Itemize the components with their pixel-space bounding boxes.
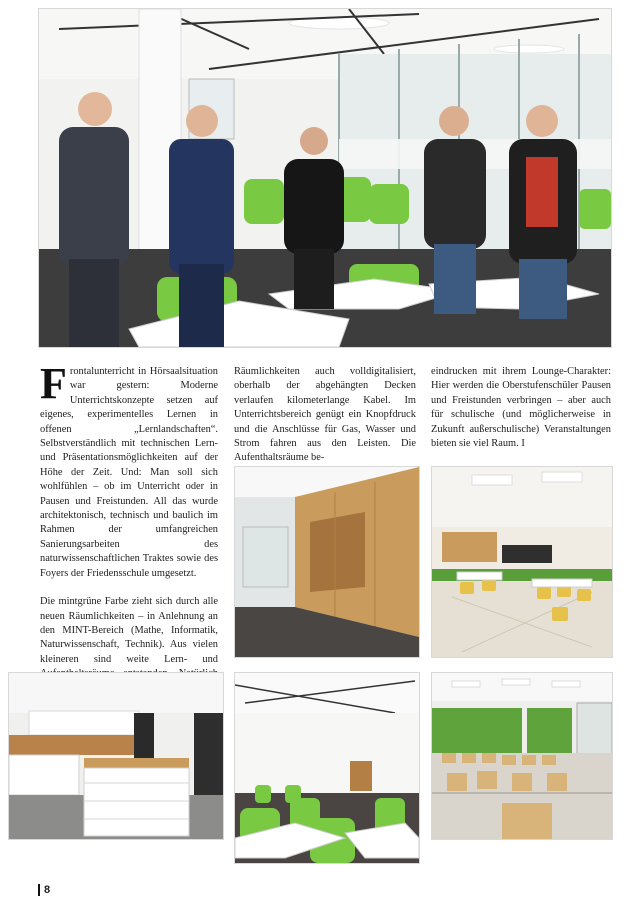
article-column-2 (234, 365, 416, 466)
article-column-3 (431, 365, 611, 451)
article-paragraph-lounge: eindrucken mit ihrem Lounge-Charakter: Hier werden die Oberstufenschüler Pausen und Freistunden verbringen – aber auch für schulische (und möglicherweise in Zukunft außerschulische) Veranstaltungen bieten sie viel Raum. I (431, 366, 611, 450)
article-paragraph-mint: Die mintgrüne Farbe zieht sich durch alle neuen Räumlichkeiten – in Anlehnung an den MINT-Bereich (Mathe, Informatik, Naturwissenschaft, Technik). Aus vielen kleineren sind weite Lern- und (40, 596, 218, 665)
wood-corridor-photo (234, 466, 420, 658)
article-paragraph-digital: Räumlichkeiten auch volldigitalisiert, oberhalb der abgehängten Decken verlaufen kilometerlange Kabel. Im Unterrichtsbereich genügt ein Knopfdruck und die Anschlüsse für Gas, Wasser und Strom fahren aus den Leisten. Die Aufenthaltsräume be- (234, 366, 416, 464)
classroom-green-chairs-photo (234, 672, 420, 864)
lounge-photo (431, 466, 613, 658)
drop-cap: F (40, 359, 67, 408)
green-classroom-photo (431, 672, 613, 840)
article-column-1 (40, 359, 218, 696)
hero-photo-group (38, 8, 612, 348)
article-intro-text: rontalunterricht in Hörsaalsituation war gestern: Moderne Unterrichtskonzepte setzen auf eigenes, experimentelles Lernen in offenen „Lernlandschaften“. Selbstverständlich mit technischen Lern- und Präsentationsmöglichkeiten auf der Höhe der Zeit. Und: Man soll sich wohlfühlen – ob im Unterricht oder in Pausen und Freistunden. All das wurde architektonisch, technisch und baulich im Rahmen der umfangreichen Sanierungsarbeiten des naturwissenschaftlichen Traktes sowie des Foyers der Friedensschule umgesetzt. (40, 366, 218, 579)
kitchen-photo (8, 672, 224, 840)
page-number: 8 (38, 884, 50, 896)
